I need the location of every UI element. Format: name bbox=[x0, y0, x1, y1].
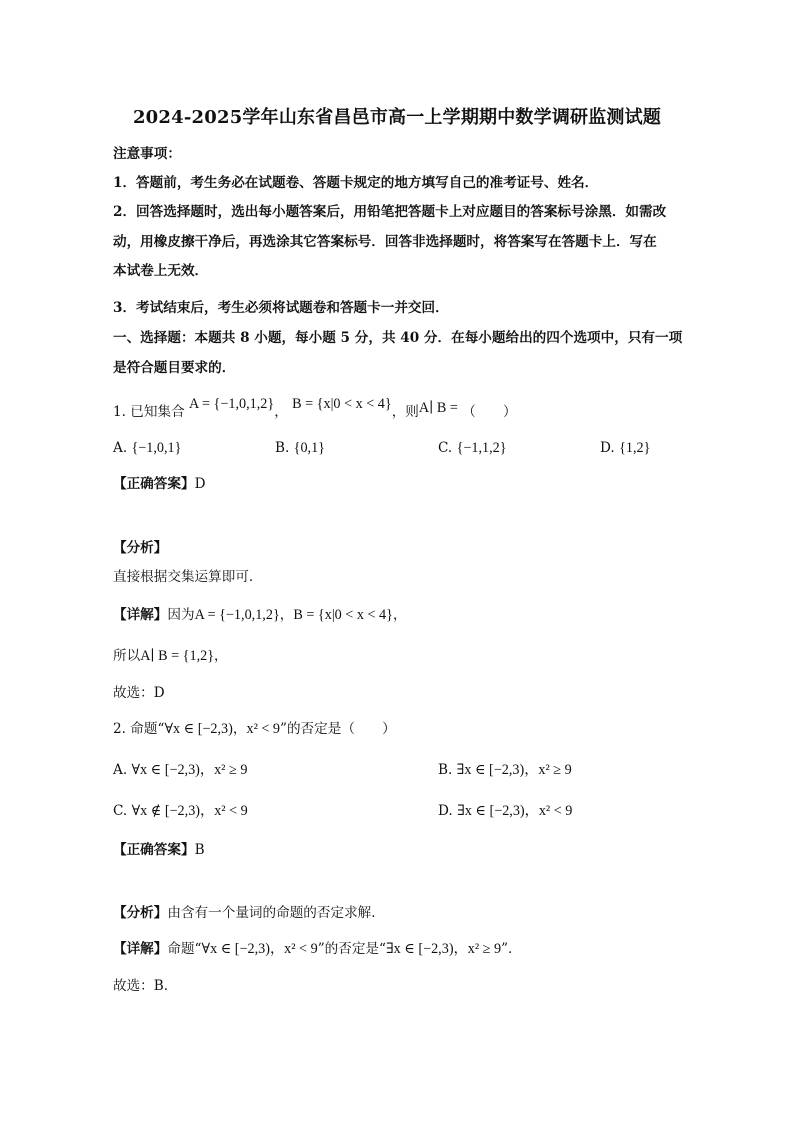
question-1-option-c bbox=[438, 438, 507, 458]
option-c-label: C. bbox=[438, 440, 453, 456]
option-c-label: C. bbox=[113, 803, 128, 819]
option-c-text: {−1,1,2} bbox=[456, 440, 507, 456]
analysis-text: 由含有一个量词的命题的否定求解． bbox=[167, 905, 385, 921]
notice-item-3: 3．考试结束后，考生必须将试题卷和答题卡一并交回． bbox=[113, 300, 449, 316]
question-1-set-a: A = {−1,0,1,2} bbox=[189, 396, 275, 412]
question-2-answer bbox=[113, 840, 205, 860]
option-b-text: ∃x ∈ [−2,3)，x² ≥ 9 bbox=[456, 762, 572, 778]
so-end: ， bbox=[214, 648, 228, 664]
notice-item-1: 1．答题前，考生务必在试题卷、答题卡规定的地方填写自己的准考证号、姓名． bbox=[113, 175, 599, 191]
question-1-option-b bbox=[275, 438, 325, 458]
detail-pre: 命题“ bbox=[167, 941, 202, 957]
question-1-analysis: 直接根据交集运算即可． bbox=[113, 569, 263, 585]
answer-tag: 【正确答案】 bbox=[113, 842, 195, 858]
detail-set-a: A = {−1,0,1,2} bbox=[194, 607, 280, 623]
question-2-condition: x² < 9 bbox=[246, 721, 281, 737]
detail-mid: ， bbox=[279, 607, 294, 623]
notice-item-2-line-3: 本试卷上无效． bbox=[113, 263, 209, 279]
option-d-text: ∃x ∈ [−2,3)，x² < 9 bbox=[457, 803, 573, 819]
notice-item-2-line-2: 动，用橡皮擦干净后，再选涂其它答案标号．回答非选择题时，将答案写在答题卡上．写在 bbox=[113, 234, 657, 250]
section-1-heading-line-2: 是符合题目要求的． bbox=[113, 360, 236, 376]
question-2-analysis bbox=[113, 903, 385, 923]
detail-mid: ”的否定是“ bbox=[317, 941, 386, 957]
question-2-option-a bbox=[113, 760, 247, 780]
detail-proposition: ∀x ∈ [−2,3)，x² < 9 bbox=[201, 941, 318, 957]
section-1-heading-line-1: 一、选择题：本题共 8 小题，每小题 5 分，共 40 分．在每小题给出的四个选项中，只有一项 bbox=[113, 330, 683, 346]
option-a-text: {−1,0,1} bbox=[131, 440, 182, 456]
answer-value: D bbox=[194, 476, 206, 492]
page-title: 2024-2025学年山东省昌邑市高一上学期期中数学调研监测试题 bbox=[132, 107, 662, 128]
question-2-stem bbox=[113, 719, 396, 739]
detail-end: ， bbox=[392, 607, 407, 623]
detail-negation: ∃x ∈ [−2,3)，x² ≥ 9 bbox=[385, 941, 502, 957]
question-1-analysis-tag: 【分析】 bbox=[113, 540, 168, 556]
question-2-option-b bbox=[438, 760, 572, 780]
answer-tag: 【正确答案】 bbox=[113, 476, 195, 492]
question-2-proposition: ∀x ∈ [−2,3) bbox=[164, 721, 233, 737]
option-a-text: ∀x ∈ [−2,3)，x² ≥ 9 bbox=[131, 762, 248, 778]
question-1-prefix: 1. 已知集合 bbox=[113, 404, 185, 420]
option-c-text: ∀x ∉ [−2,3)，x² < 9 bbox=[131, 803, 248, 819]
option-d-label: D. bbox=[438, 803, 453, 819]
question-1-suffix: ，则 bbox=[391, 404, 419, 420]
option-b-label: B. bbox=[438, 762, 453, 778]
question-2-suffix: ”的否定是（ ） bbox=[280, 721, 396, 737]
detail-set-b: B = {x|0 < x < 4} bbox=[293, 607, 393, 623]
question-1-choice: 故选：D bbox=[113, 685, 165, 701]
notice-heading: 注意事项： bbox=[113, 146, 181, 162]
question-1-paren: （ ） bbox=[462, 404, 517, 420]
question-2-comma: ， bbox=[232, 721, 247, 737]
option-d-text: {1,2} bbox=[619, 440, 651, 456]
question-2-option-c bbox=[113, 801, 248, 821]
answer-value: B bbox=[194, 842, 205, 858]
question-2-option-d bbox=[438, 801, 572, 821]
analysis-tag: 【分析】 bbox=[113, 905, 168, 921]
question-1-separator: ， bbox=[274, 404, 288, 420]
question-1-set-b: B = {x|0 < x < 4} bbox=[292, 396, 392, 412]
option-a-label: A. bbox=[113, 440, 128, 456]
so-pre: 所以 bbox=[113, 648, 141, 664]
question-1-stem bbox=[113, 396, 517, 422]
detail-tag: 【详解】 bbox=[113, 941, 168, 957]
detail-tag: 【详解】 bbox=[113, 607, 168, 623]
question-1-answer bbox=[113, 474, 205, 494]
question-2-prefix: 2. 命题“ bbox=[113, 721, 165, 737]
question-1-detail bbox=[113, 605, 407, 625]
question-1-expression: A∣ B = bbox=[418, 400, 458, 416]
question-1-option-a bbox=[113, 438, 181, 458]
option-a-label: A. bbox=[113, 762, 128, 778]
option-b-label: B. bbox=[275, 440, 290, 456]
question-2-choice: 故选：B. bbox=[113, 978, 169, 994]
notice-item-2-line-1: 2．回答选择题时，选出每小题答案后，用铅笔把答题卡上对应题目的答案标号涂黑．如需改 bbox=[113, 204, 667, 220]
option-d-label: D. bbox=[600, 440, 615, 456]
detail-pre: 因为 bbox=[167, 607, 195, 623]
option-b-text: {0,1} bbox=[293, 440, 325, 456]
question-1-option-d bbox=[600, 438, 650, 458]
question-1-conclusion bbox=[113, 646, 228, 666]
detail-end: ”． bbox=[501, 941, 522, 957]
question-2-detail bbox=[113, 939, 522, 959]
so-expression: A∣ B = {1,2} bbox=[140, 648, 215, 664]
